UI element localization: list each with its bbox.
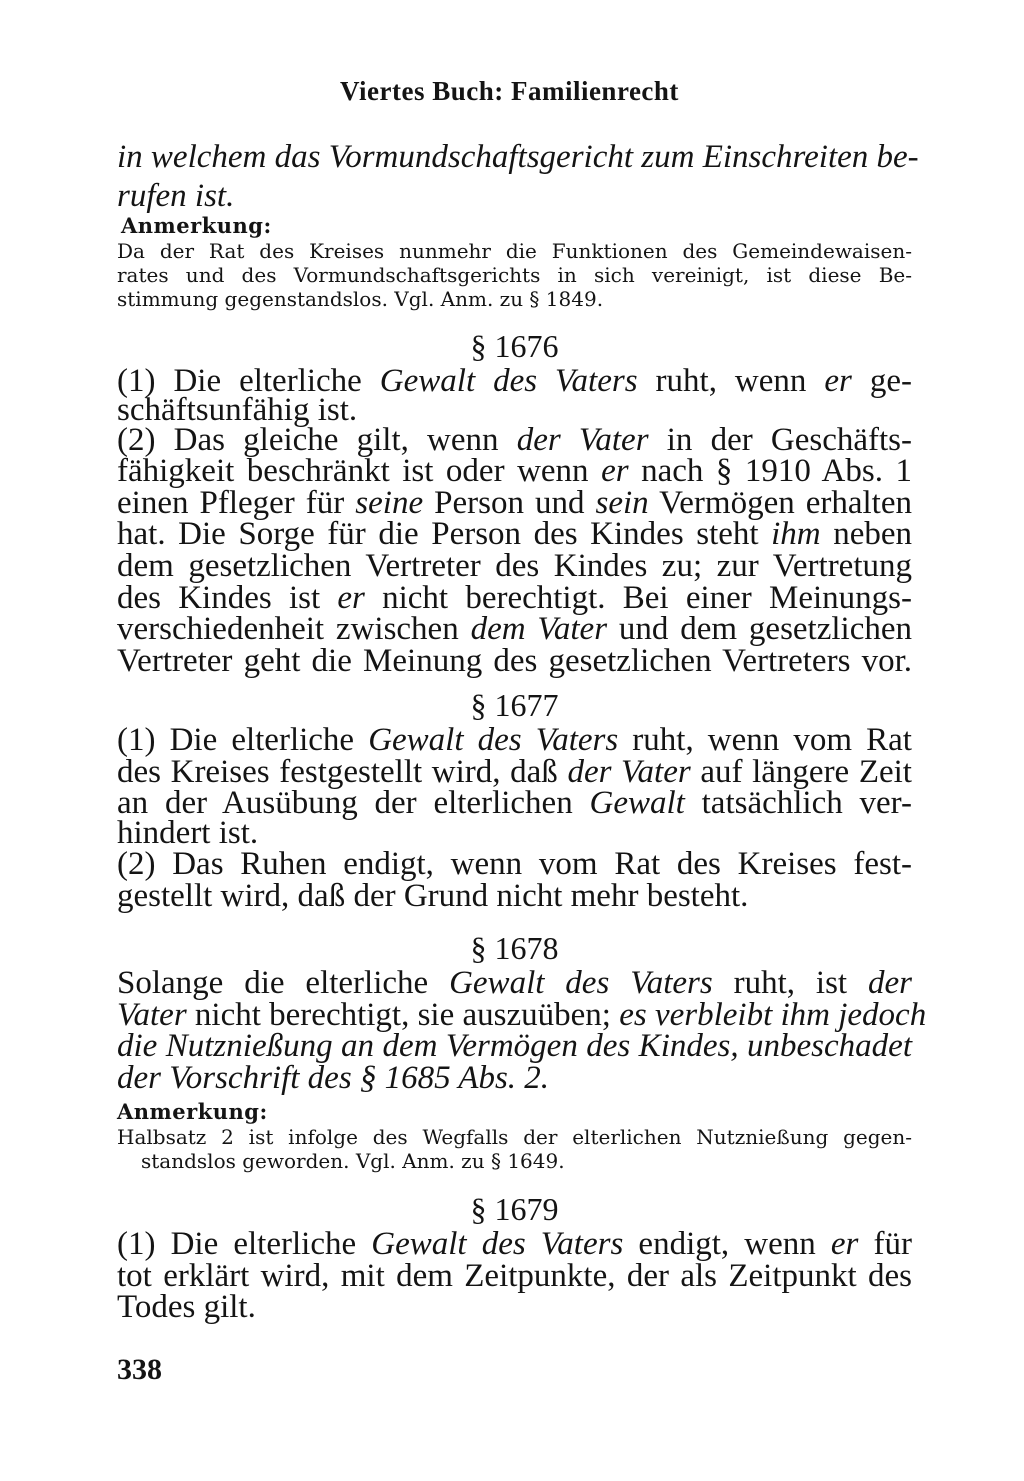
anmerkung-label: Anmerkung: xyxy=(121,213,272,238)
section-heading-1679: § 1679 xyxy=(470,1191,559,1227)
running-header: Viertes Buch: Familienrecht xyxy=(340,76,679,106)
paragraph-line: tot erklärt wird, mit dem Zeitpunkte, der als Zeitpunkt des xyxy=(117,1258,912,1294)
anmerkung-line: Da der Rat des Kreises nunmehr die Funktionen des Gemeindewaisen- xyxy=(117,239,912,263)
section-heading-1677: § 1677 xyxy=(470,687,559,723)
text-column xyxy=(117,0,927,1481)
paragraph-line: schäftsunfähig ist. xyxy=(117,392,358,428)
paragraph-line: einen Pfleger für seine Person und sein Vermögen erhalten xyxy=(117,485,912,521)
anmerkung-line: Halbsatz 2 ist infolge des Wegfalls der elterlichen Nutznießung gegen- xyxy=(117,1125,912,1149)
paragraph-line: gestellt wird, daß der Grund nicht mehr besteht. xyxy=(117,878,749,914)
paragraph-line: des Kindes ist er nicht berechtigt. Bei einer Meinungs- xyxy=(117,580,912,616)
paragraph-line: verschiedenheit zwischen dem Vater und dem gesetzlichen xyxy=(117,611,913,647)
paragraph-line: (2) Das Ruhen endigt, wenn vom Rat des Kreises fest- xyxy=(117,846,912,882)
page-number: 338 xyxy=(117,1353,162,1386)
paragraph-line: Vertreter geht die Meinung des gesetzlichen Vertreters vor. xyxy=(117,643,912,679)
intro-line-1: in welchem das Vormundschaftsgericht zum Einschreiten be- xyxy=(117,139,919,175)
section-heading-1678: § 1678 xyxy=(470,930,559,966)
paragraph-line: fähigkeit beschränkt ist oder wenn er nach § 1910 Abs. 1 xyxy=(117,453,912,489)
paragraph-line: (1) Die elterliche Gewalt des Vaters ruht, wenn vom Rat xyxy=(117,722,912,758)
anmerkung-line: stimmung gegenstandslos. Vgl. Anm. zu § 1849. xyxy=(117,287,604,311)
paragraph-line: (1) Die elterliche Gewalt des Vaters ruht, wenn er ge- xyxy=(117,363,912,399)
paragraph-line: Vater nicht berechtigt, sie auszuüben; es verbleibt ihm jedoch xyxy=(117,997,927,1033)
intro-line-2: rufen ist. xyxy=(117,178,235,214)
paragraph-line: dem gesetzlichen Vertreter des Kindes zu; zur Vertretung xyxy=(117,548,912,584)
anmerkung-line: standslos geworden. Vgl. Anm. zu § 1649. xyxy=(141,1149,565,1173)
paragraph-line: an der Ausübung der elterlichen Gewalt tatsächlich ver- xyxy=(117,785,912,821)
paragraph-line: die Nutznießung an dem Vermögen des Kindes, unbeschadet xyxy=(117,1028,912,1064)
section-heading-1676: § 1676 xyxy=(470,328,559,364)
paragraph-line: (2) Das gleiche gilt, wenn der Vater in der Geschäfts- xyxy=(117,422,912,458)
paragraph-line: des Kreises festgestellt wird, daß der Vater auf längere Zeit xyxy=(117,754,912,790)
paragraph-line: Todes gilt. xyxy=(117,1289,256,1325)
paragraph-line: hat. Die Sorge für die Person des Kindes steht ihm neben xyxy=(117,516,913,552)
paragraph-line: hindert ist. xyxy=(117,815,259,851)
anmerkung-line: rates und des Vormundschaftsgerichts in sich vereinigt, ist diese Be- xyxy=(117,263,912,287)
paragraph-line: der Vorschrift des § 1685 Abs. 2. xyxy=(117,1060,550,1096)
anmerkung-label: Anmerkung: xyxy=(117,1099,268,1124)
paragraph-line: Solange die elterliche Gewalt des Vaters ruht, ist der xyxy=(117,965,912,1001)
paragraph-line: (1) Die elterliche Gewalt des Vaters endigt, wenn er für xyxy=(117,1226,912,1262)
